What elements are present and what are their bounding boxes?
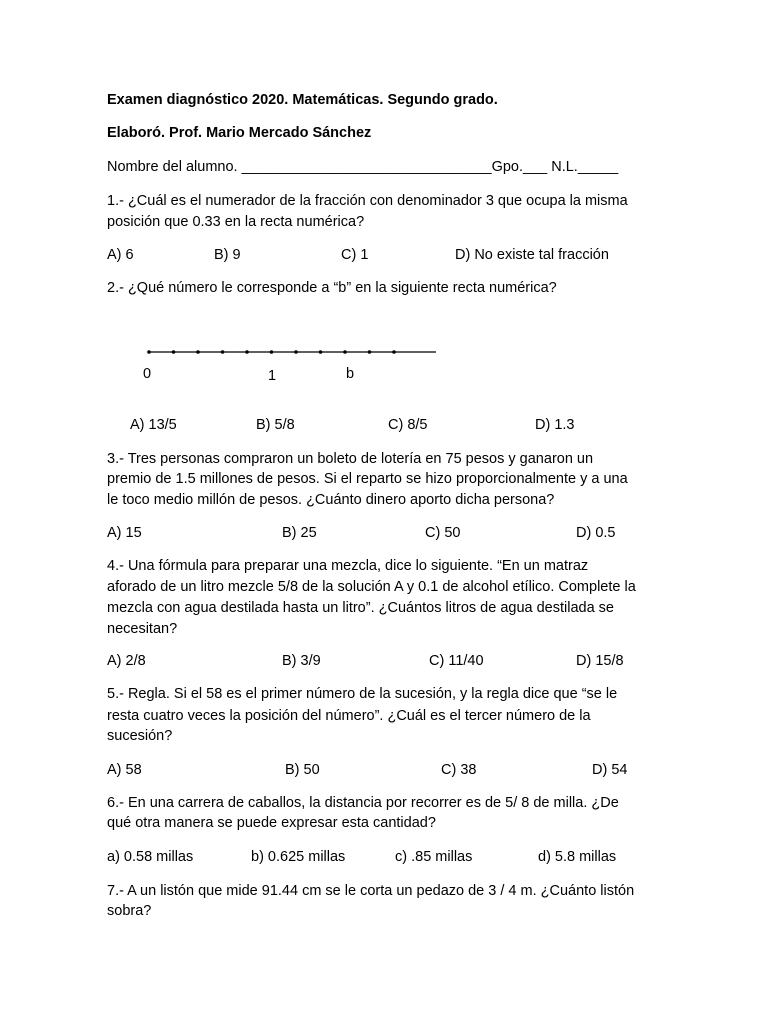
number-line-tick xyxy=(343,350,347,354)
question-5-text-line-3: sucesión? xyxy=(107,728,173,744)
question-5-option-c: C) 38 xyxy=(441,762,477,778)
question-6-option-d: d) 5.8 millas xyxy=(538,849,617,865)
question-1-option-b: B) 9 xyxy=(214,247,241,263)
question-4-text-line-1: 4.- Una fórmula para preparar una mezcla, dice lo siguiente. “En un matraz xyxy=(107,558,589,574)
question-2-option-a: A) 13/5 xyxy=(130,417,177,433)
question-7-text-line-2: sobra? xyxy=(107,903,152,919)
question-4-text-line-4: necesitan? xyxy=(107,621,178,637)
question-6-option-c: c) .85 millas xyxy=(395,849,473,865)
question-2-option-c: C) 8/5 xyxy=(388,417,428,433)
question-6-option-b: b) 0.625 millas xyxy=(251,849,346,865)
question-4-text-line-3: mezcla con agua destilada hasta un litro”. ¿Cuántos litros de agua destilada se xyxy=(107,600,614,616)
number-line-tick xyxy=(319,350,323,354)
question-5-text-line-1: 5.- Regla. Si el 58 es el primer número de la sucesión, y la regla dice que “se le xyxy=(107,686,618,702)
number-line-tick xyxy=(196,350,200,354)
number-line-tick xyxy=(368,350,372,354)
number-line-tick xyxy=(270,350,274,354)
number-line-label-b: b xyxy=(346,366,355,382)
question-5-option-d: D) 54 xyxy=(592,762,628,778)
number-line-label-1: 1 xyxy=(268,368,277,384)
question-2-text-line-1: 2.- ¿Qué número le corresponde a “b” en la siguiente recta numérica? xyxy=(107,280,557,296)
question-1-option-d: D) No existe tal fracción xyxy=(455,247,609,263)
question-3-option-a: A) 15 xyxy=(107,525,142,541)
number-line-tick xyxy=(172,350,176,354)
question-3-text-line-3: le toco medio millón de pesos. ¿Cuánto dinero aporto dicha persona? xyxy=(107,492,555,508)
number-line-label-0: 0 xyxy=(143,366,152,382)
number-line-tick xyxy=(147,350,151,354)
question-5-option-b: B) 50 xyxy=(285,762,320,778)
question-4-option-d: D) 15/8 xyxy=(576,653,624,669)
question-6-text-line-2: qué otra manera se puede expresar esta cantidad? xyxy=(107,815,436,831)
question-1-text-line-2: posición que 0.33 en la recta numérica? xyxy=(107,214,365,230)
question-2-option-b: B) 5/8 xyxy=(256,417,295,433)
number-line xyxy=(130,338,450,368)
question-4-option-b: B) 3/9 xyxy=(282,653,321,669)
question-1-text-line-1: 1.- ¿Cuál es el numerador de la fracción con denominador 3 que ocupa la misma xyxy=(107,193,628,209)
question-3-text-line-2: premio de 1.5 millones de pesos. Si el reparto se hizo proporcionalmente y a una xyxy=(107,471,628,487)
question-5-option-a: A) 58 xyxy=(107,762,142,778)
question-6-text-line-1: 6.- En una carrera de caballos, la distancia por recorrer es de 5/ 8 de milla. ¿De xyxy=(107,795,619,811)
question-4-option-c: C) 11/40 xyxy=(429,653,484,669)
question-1-option-a: A) 6 xyxy=(107,247,134,263)
number-line-tick xyxy=(392,350,396,354)
number-line-tick xyxy=(294,350,298,354)
question-3-option-b: B) 25 xyxy=(282,525,317,541)
number-line-tick xyxy=(245,350,249,354)
question-3-option-c: C) 50 xyxy=(425,525,461,541)
student-info-line: Nombre del alumno. _______________________________Gpo.___ N.L._____ xyxy=(107,159,619,175)
question-1-option-c: C) 1 xyxy=(341,247,369,263)
question-3-text-line-1: 3.- Tres personas compraron un boleto de lotería en 75 pesos y ganaron un xyxy=(107,451,594,467)
exam-author: Elaboró. Prof. Mario Mercado Sánchez xyxy=(107,125,372,141)
number-line-tick xyxy=(221,350,225,354)
question-2-option-d: D) 1.3 xyxy=(535,417,575,433)
question-6-option-a: a) 0.58 millas xyxy=(107,849,194,865)
question-4-option-a: A) 2/8 xyxy=(107,653,146,669)
exam-title: Examen diagnóstico 2020. Matemáticas. Segundo grado. xyxy=(107,92,498,108)
question-5-text-line-2: resta cuatro veces la posición del número”. ¿Cuál es el tercer número de la xyxy=(107,708,591,724)
question-3-option-d: D) 0.5 xyxy=(576,525,616,541)
question-7-text-line-1: 7.- A un listón que mide 91.44 cm se le corta un pedazo de 3 / 4 m. ¿Cuánto listón xyxy=(107,883,635,899)
question-4-text-line-2: aforado de un litro mezcle 5/8 de la solución A y 0.1 de alcohol etílico. Complete la xyxy=(107,579,636,595)
